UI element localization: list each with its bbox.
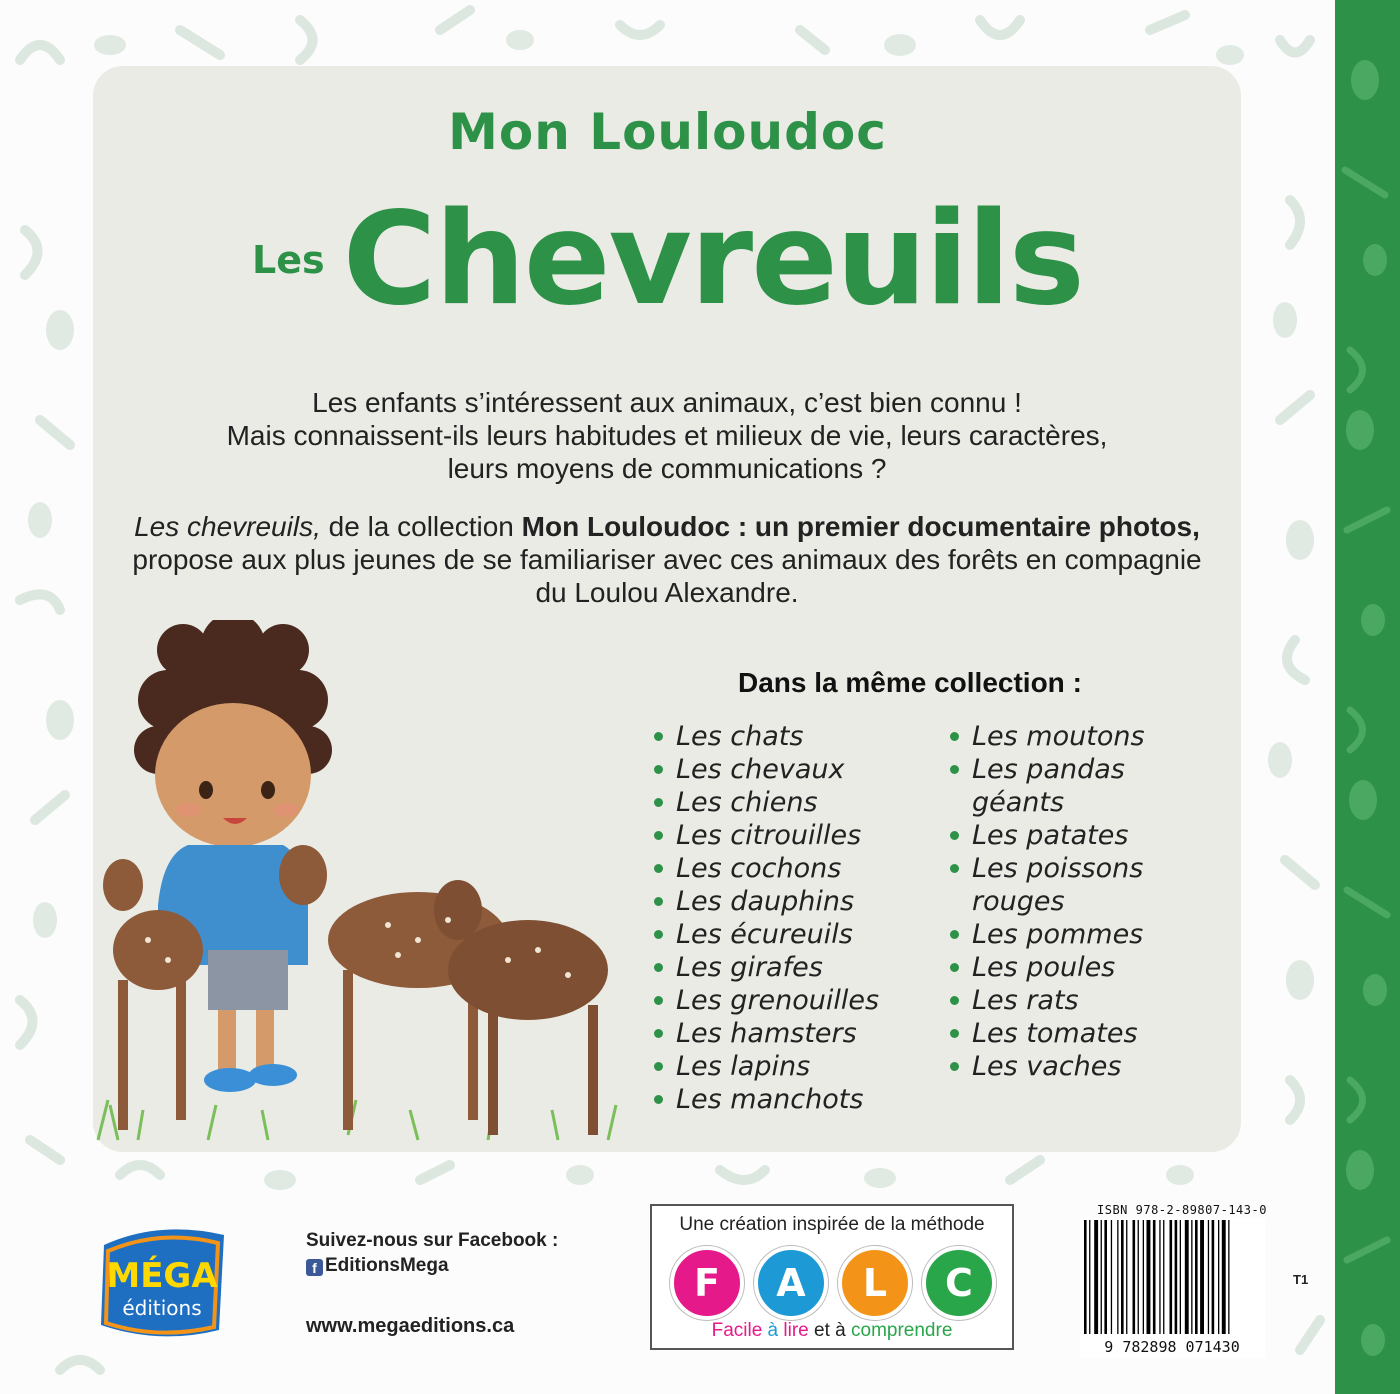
barcode-bar (1163, 1220, 1164, 1334)
falc-letter-l: L (838, 1246, 912, 1320)
list-item: Les pommes (948, 918, 1178, 951)
tagline-lire: lire (783, 1320, 809, 1341)
barcode-bar (1191, 1220, 1192, 1334)
list-item: Les grenouilles (652, 984, 932, 1017)
barcode-bar (1222, 1220, 1226, 1334)
barcode-bar (1200, 1220, 1204, 1334)
barcode-bar (1153, 1220, 1156, 1334)
list-item: Les hamsters (652, 1017, 932, 1050)
list-item: Les poules (948, 951, 1178, 984)
website-link[interactable]: www.megaeditions.ca (306, 1315, 515, 1337)
list-item: Les manchots (652, 1083, 932, 1116)
barcode-bar (1117, 1220, 1118, 1334)
barcode-bar (1159, 1220, 1160, 1334)
list-item: Les chevaux (652, 753, 932, 786)
falc-caption: Une création inspirée de la méthode (679, 1214, 985, 1235)
boy-face (155, 703, 311, 847)
follow-label: Suivez-nous sur Facebook : (306, 1230, 559, 1251)
title-prefix: Les (252, 238, 325, 282)
falc-tagline (652, 1320, 1012, 1342)
tagline-a: à (762, 1320, 784, 1341)
list-item: Les citrouilles (652, 819, 932, 852)
description-collection-name: Mon Louloudoc : un premier documentaire photos, (521, 511, 1200, 542)
barcode-bar (1143, 1220, 1144, 1334)
barcode-bar (1228, 1220, 1229, 1334)
barcode-digits: 9 782898 071430 (1104, 1338, 1240, 1356)
barcode-bar (1147, 1220, 1151, 1334)
list-item: Les vaches (948, 1050, 1178, 1083)
list-item: Les chiens (652, 786, 932, 819)
tagline-comprendre: comprendre (851, 1320, 953, 1341)
description-text-2: propose aux plus jeunes de se familiariser avec ces animaux des forêts en compagnie du Loulou Alexandre. (132, 544, 1202, 608)
boy-shorts (208, 950, 288, 1010)
barcode-bar (1094, 1220, 1098, 1334)
logo-text-bottom: éditions (122, 1296, 202, 1320)
description-text-1: de la collection (320, 511, 522, 542)
collection-title: Dans la même collection : (738, 667, 1082, 698)
list-item: Les cochons (652, 852, 932, 885)
list-item: Les poissons rouges (948, 852, 1178, 918)
barcode-bar (1138, 1220, 1139, 1334)
list-item: Les girafes (652, 951, 932, 984)
list-item: Les écureuils (652, 918, 932, 951)
barcode-bar (1104, 1220, 1107, 1334)
fawn (434, 880, 608, 1135)
barcode-bar (1126, 1220, 1127, 1334)
collection-list-right (948, 720, 1178, 1083)
collection-list-left (652, 720, 932, 1116)
barcode-bar (1218, 1220, 1219, 1334)
boy-with-fawns-illustration (88, 620, 648, 1160)
barcode-bar (1180, 1220, 1181, 1334)
isbn-text: ISBN 978-2-89807-143-0 (1097, 1203, 1267, 1217)
facebook-icon: f (306, 1259, 323, 1276)
barcode-bar (1185, 1220, 1189, 1334)
barcode-bar (1133, 1220, 1136, 1334)
barcode-bar (1170, 1220, 1173, 1334)
intro-line: leurs moyens de communications ? (447, 453, 887, 484)
barcode-bar (1175, 1220, 1178, 1334)
intro-line: Les enfants s’intéressent aux animaux, c’est bien connu ! (312, 387, 1022, 418)
book-spine (1335, 0, 1400, 1394)
list-item: Les chats (652, 720, 932, 753)
falc-badge (650, 1204, 1014, 1350)
barcode-bar (1208, 1220, 1209, 1334)
print-code: T1 (1293, 1272, 1309, 1287)
falc-letter-c: C (922, 1246, 996, 1320)
list-item: Les pandas géants (948, 753, 1178, 819)
description-text (118, 510, 1216, 609)
logo-text-top: MÉGA (106, 1256, 218, 1296)
barcode-bar (1084, 1220, 1087, 1334)
tagline-facile: Facile (711, 1320, 763, 1341)
list-item: Les patates (948, 819, 1178, 852)
book-title (0, 185, 1335, 334)
falc-letter-a: A (754, 1246, 828, 1320)
intro-line: Mais connaissent-ils leurs habitudes et milieux de vie, leurs caractères, (226, 420, 1108, 451)
barcode-bar (1121, 1220, 1124, 1334)
barcode-bar (1101, 1220, 1102, 1334)
list-item: Les tomates (948, 1017, 1178, 1050)
barcode (1080, 1218, 1265, 1358)
barcode-bar (1212, 1220, 1215, 1334)
list-item: Les rats (948, 984, 1178, 1017)
intro-text (93, 386, 1241, 485)
list-item: Les moutons (948, 720, 1178, 753)
description-italic-title: Les chevreuils, (134, 511, 321, 542)
facebook-follow (306, 1228, 558, 1278)
mega-editions-logo (92, 1215, 232, 1345)
facebook-handle[interactable]: EditionsMega (325, 1255, 449, 1276)
series-title: Mon Louloudoc (448, 103, 887, 161)
spine-pattern (1335, 0, 1400, 1394)
list-item: Les lapins (652, 1050, 932, 1083)
barcode-bar (1195, 1220, 1198, 1334)
tagline-et-a: et à (808, 1320, 851, 1341)
title-main: Chevreuils (342, 185, 1083, 334)
barcode-bar (1111, 1220, 1112, 1334)
falc-letter-f: F (670, 1246, 744, 1320)
barcode-bar (1089, 1220, 1090, 1334)
falc-letters (666, 1246, 1002, 1318)
list-item: Les dauphins (652, 885, 932, 918)
